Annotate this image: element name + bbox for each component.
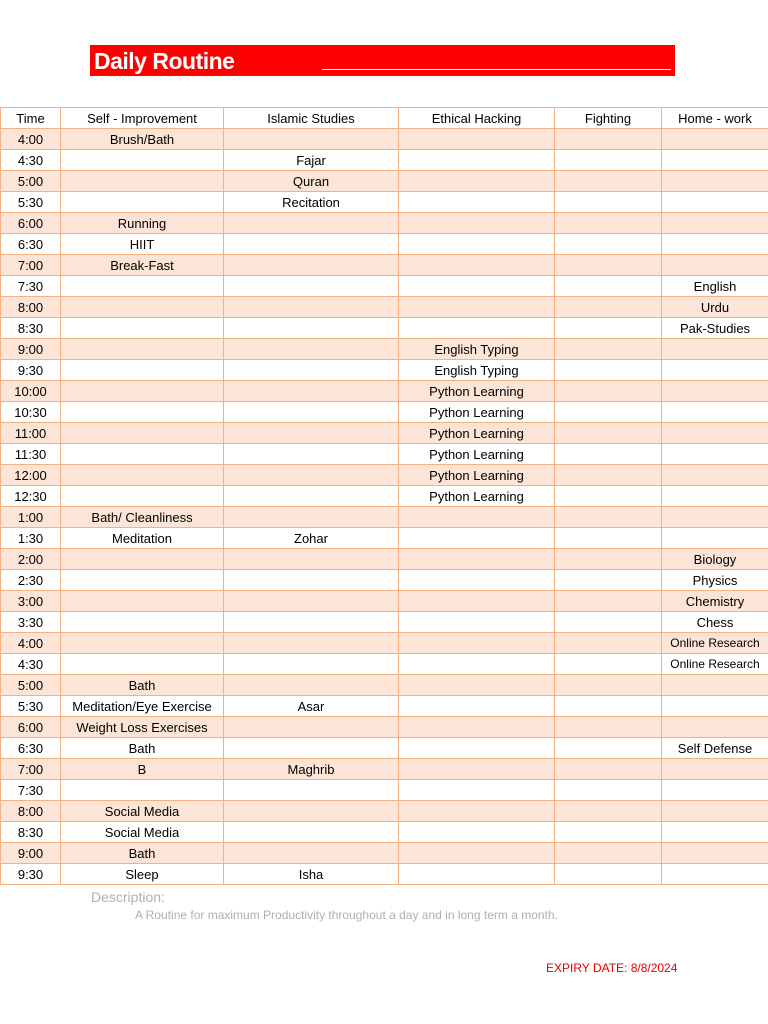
islamic-studies-cell: Quran — [224, 171, 399, 192]
home-work-cell — [662, 381, 768, 402]
self-improvement-cell — [61, 318, 224, 339]
home-work-cell — [662, 402, 768, 423]
table-row — [1, 255, 768, 276]
fighting-cell — [555, 843, 662, 864]
self-improvement-cell — [61, 381, 224, 402]
home-work-cell: Self Defense — [662, 738, 768, 759]
fighting-cell — [555, 528, 662, 549]
fighting-cell — [555, 444, 662, 465]
table-row — [1, 192, 768, 213]
fighting-cell — [555, 675, 662, 696]
fighting-cell — [555, 801, 662, 822]
time-cell: 11:30 — [1, 444, 61, 465]
time-cell: 8:30 — [1, 318, 61, 339]
time-cell: 5:00 — [1, 171, 61, 192]
fighting-cell — [555, 360, 662, 381]
table-row — [1, 486, 768, 507]
home-work-cell — [662, 696, 768, 717]
time-cell: 7:30 — [1, 276, 61, 297]
time-cell: 9:00 — [1, 843, 61, 864]
islamic-studies-cell — [224, 654, 399, 675]
time-cell: 5:00 — [1, 675, 61, 696]
time-cell: 1:00 — [1, 507, 61, 528]
ethical-hacking-cell — [399, 129, 555, 150]
fighting-cell — [555, 423, 662, 444]
islamic-studies-cell — [224, 549, 399, 570]
ethical-hacking-cell — [399, 738, 555, 759]
fighting-cell — [555, 696, 662, 717]
self-improvement-cell — [61, 360, 224, 381]
fighting-cell — [555, 297, 662, 318]
time-cell: 8:00 — [1, 297, 61, 318]
header-ethical-hacking: Ethical Hacking — [399, 108, 555, 129]
home-work-cell — [662, 360, 768, 381]
islamic-studies-cell — [224, 318, 399, 339]
fighting-cell — [555, 654, 662, 675]
fighting-cell — [555, 549, 662, 570]
islamic-studies-cell — [224, 486, 399, 507]
ethical-hacking-cell — [399, 717, 555, 738]
time-cell: 4:30 — [1, 150, 61, 171]
self-improvement-cell: Bath — [61, 738, 224, 759]
self-improvement-cell: HIIT — [61, 234, 224, 255]
fighting-cell — [555, 486, 662, 507]
table-row — [1, 612, 768, 633]
home-work-cell — [662, 864, 768, 885]
islamic-studies-cell — [224, 255, 399, 276]
home-work-cell — [662, 213, 768, 234]
table-row — [1, 213, 768, 234]
fighting-cell — [555, 738, 662, 759]
time-cell: 11:00 — [1, 423, 61, 444]
time-cell: 6:00 — [1, 717, 61, 738]
page-title: Daily Routine — [94, 48, 235, 74]
fighting-cell — [555, 612, 662, 633]
fighting-cell — [555, 213, 662, 234]
time-cell: 8:00 — [1, 801, 61, 822]
islamic-studies-cell: Maghrib — [224, 759, 399, 780]
islamic-studies-cell — [224, 381, 399, 402]
time-cell: 4:00 — [1, 633, 61, 654]
self-improvement-cell: Social Media — [61, 801, 224, 822]
table-row — [1, 465, 768, 486]
self-improvement-cell: Bath/ Cleanliness — [61, 507, 224, 528]
table-row — [1, 717, 768, 738]
fighting-cell — [555, 822, 662, 843]
self-improvement-cell — [61, 654, 224, 675]
fighting-cell — [555, 465, 662, 486]
islamic-studies-cell — [224, 738, 399, 759]
header-home-work: Home - work — [662, 108, 768, 129]
table-row — [1, 528, 768, 549]
self-improvement-cell — [61, 780, 224, 801]
self-improvement-cell — [61, 297, 224, 318]
islamic-studies-cell — [224, 591, 399, 612]
time-cell: 3:30 — [1, 612, 61, 633]
time-cell: 6:30 — [1, 738, 61, 759]
self-improvement-cell: B — [61, 759, 224, 780]
home-work-cell — [662, 780, 768, 801]
islamic-studies-cell — [224, 822, 399, 843]
fighting-cell — [555, 864, 662, 885]
self-improvement-cell — [61, 570, 224, 591]
time-cell: 9:00 — [1, 339, 61, 360]
table-row — [1, 696, 768, 717]
ethical-hacking-cell — [399, 150, 555, 171]
fighting-cell — [555, 570, 662, 591]
self-improvement-cell — [61, 192, 224, 213]
islamic-studies-cell — [224, 444, 399, 465]
islamic-studies-cell — [224, 234, 399, 255]
table-row — [1, 423, 768, 444]
islamic-studies-cell — [224, 276, 399, 297]
table-row — [1, 276, 768, 297]
home-work-cell: Urdu — [662, 297, 768, 318]
home-work-cell: English — [662, 276, 768, 297]
table-row — [1, 318, 768, 339]
fighting-cell — [555, 276, 662, 297]
fighting-cell — [555, 591, 662, 612]
table-row — [1, 150, 768, 171]
ethical-hacking-cell — [399, 255, 555, 276]
home-work-cell: Physics — [662, 570, 768, 591]
fighting-cell — [555, 192, 662, 213]
time-cell: 6:00 — [1, 213, 61, 234]
time-cell: 12:00 — [1, 465, 61, 486]
self-improvement-cell — [61, 591, 224, 612]
header-fighting: Fighting — [555, 108, 662, 129]
self-improvement-cell: Meditation/Eye Exercise — [61, 696, 224, 717]
routine-table — [0, 107, 768, 885]
home-work-cell: Pak-Studies — [662, 318, 768, 339]
table-row — [1, 801, 768, 822]
time-cell: 4:30 — [1, 654, 61, 675]
ethical-hacking-cell: English Typing — [399, 360, 555, 381]
home-work-cell: Online Research — [662, 633, 768, 654]
time-cell: 9:30 — [1, 360, 61, 381]
ethical-hacking-cell: Python Learning — [399, 486, 555, 507]
fighting-cell — [555, 759, 662, 780]
home-work-cell — [662, 528, 768, 549]
time-cell: 2:30 — [1, 570, 61, 591]
table-row — [1, 633, 768, 654]
table-row — [1, 780, 768, 801]
ethical-hacking-cell — [399, 654, 555, 675]
self-improvement-cell: Brush/Bath — [61, 129, 224, 150]
home-work-cell — [662, 507, 768, 528]
islamic-studies-cell — [224, 801, 399, 822]
table-row — [1, 549, 768, 570]
ethical-hacking-cell — [399, 213, 555, 234]
self-improvement-cell: Sleep — [61, 864, 224, 885]
self-improvement-cell: Weight Loss Exercises — [61, 717, 224, 738]
description-label: Description: — [91, 889, 165, 905]
ethical-hacking-cell — [399, 570, 555, 591]
table-row — [1, 339, 768, 360]
fighting-cell — [555, 507, 662, 528]
self-improvement-cell: Bath — [61, 675, 224, 696]
description-text: A Routine for maximum Productivity throughout a day and in long term a month. — [135, 908, 558, 922]
islamic-studies-cell — [224, 402, 399, 423]
table-row — [1, 360, 768, 381]
table-row — [1, 591, 768, 612]
islamic-studies-cell — [224, 360, 399, 381]
expiry-date: EXPIRY DATE: 8/8/2024 — [546, 961, 678, 975]
islamic-studies-cell — [224, 129, 399, 150]
ethical-hacking-cell — [399, 612, 555, 633]
table-row — [1, 738, 768, 759]
table-row — [1, 843, 768, 864]
ethical-hacking-cell — [399, 276, 555, 297]
ethical-hacking-cell — [399, 675, 555, 696]
time-cell: 7:00 — [1, 255, 61, 276]
islamic-studies-cell: Zohar — [224, 528, 399, 549]
fighting-cell — [555, 255, 662, 276]
ethical-hacking-cell — [399, 507, 555, 528]
self-improvement-cell: Running — [61, 213, 224, 234]
islamic-studies-cell — [224, 780, 399, 801]
header-self-improvement: Self - Improvement — [61, 108, 224, 129]
home-work-cell — [662, 675, 768, 696]
home-work-cell: Chemistry — [662, 591, 768, 612]
self-improvement-cell — [61, 402, 224, 423]
home-work-cell — [662, 339, 768, 360]
ethical-hacking-cell: English Typing — [399, 339, 555, 360]
header-time: Time — [1, 108, 61, 129]
home-work-cell — [662, 465, 768, 486]
fighting-cell — [555, 171, 662, 192]
self-improvement-cell: Bath — [61, 843, 224, 864]
islamic-studies-cell — [224, 507, 399, 528]
title-underline — [322, 69, 671, 70]
home-work-cell — [662, 129, 768, 150]
self-improvement-cell: Meditation — [61, 528, 224, 549]
self-improvement-cell — [61, 549, 224, 570]
table-row — [1, 444, 768, 465]
time-cell: 4:00 — [1, 129, 61, 150]
self-improvement-cell — [61, 444, 224, 465]
islamic-studies-cell — [224, 213, 399, 234]
time-cell: 1:30 — [1, 528, 61, 549]
islamic-studies-cell — [224, 339, 399, 360]
fighting-cell — [555, 780, 662, 801]
ethical-hacking-cell: Python Learning — [399, 381, 555, 402]
self-improvement-cell: Break-Fast — [61, 255, 224, 276]
time-cell: 12:30 — [1, 486, 61, 507]
self-improvement-cell — [61, 465, 224, 486]
self-improvement-cell — [61, 423, 224, 444]
home-work-cell — [662, 759, 768, 780]
table-row — [1, 381, 768, 402]
home-work-cell: Online Research — [662, 654, 768, 675]
home-work-cell — [662, 192, 768, 213]
islamic-studies-cell — [224, 297, 399, 318]
islamic-studies-cell: Asar — [224, 696, 399, 717]
fighting-cell — [555, 633, 662, 654]
table-row — [1, 402, 768, 423]
time-cell: 7:30 — [1, 780, 61, 801]
ethical-hacking-cell — [399, 801, 555, 822]
table-row — [1, 234, 768, 255]
self-improvement-cell — [61, 276, 224, 297]
home-work-cell — [662, 717, 768, 738]
islamic-studies-cell: Recitation — [224, 192, 399, 213]
islamic-studies-cell — [224, 465, 399, 486]
fighting-cell — [555, 129, 662, 150]
self-improvement-cell — [61, 612, 224, 633]
ethical-hacking-cell — [399, 192, 555, 213]
home-work-cell: Biology — [662, 549, 768, 570]
ethical-hacking-cell — [399, 234, 555, 255]
ethical-hacking-cell: Python Learning — [399, 402, 555, 423]
time-cell: 7:00 — [1, 759, 61, 780]
home-work-cell — [662, 801, 768, 822]
fighting-cell — [555, 318, 662, 339]
home-work-cell — [662, 255, 768, 276]
ethical-hacking-cell — [399, 591, 555, 612]
table-row — [1, 864, 768, 885]
time-cell: 10:30 — [1, 402, 61, 423]
fighting-cell — [555, 234, 662, 255]
islamic-studies-cell — [224, 843, 399, 864]
table-row — [1, 570, 768, 591]
home-work-cell — [662, 423, 768, 444]
routine-body — [1, 129, 768, 885]
fighting-cell — [555, 402, 662, 423]
islamic-studies-cell: Fajar — [224, 150, 399, 171]
self-improvement-cell — [61, 171, 224, 192]
fighting-cell — [555, 339, 662, 360]
time-cell: 2:00 — [1, 549, 61, 570]
self-improvement-cell — [61, 486, 224, 507]
title-bar — [90, 45, 675, 76]
table-row — [1, 507, 768, 528]
time-cell: 5:30 — [1, 696, 61, 717]
home-work-cell — [662, 150, 768, 171]
islamic-studies-cell — [224, 570, 399, 591]
islamic-studies-cell — [224, 633, 399, 654]
home-work-cell — [662, 486, 768, 507]
time-cell: 6:30 — [1, 234, 61, 255]
ethical-hacking-cell — [399, 297, 555, 318]
islamic-studies-cell — [224, 717, 399, 738]
fighting-cell — [555, 150, 662, 171]
table-row — [1, 822, 768, 843]
self-improvement-cell — [61, 339, 224, 360]
fighting-cell — [555, 717, 662, 738]
islamic-studies-cell — [224, 423, 399, 444]
table-row — [1, 675, 768, 696]
self-improvement-cell: Social Media — [61, 822, 224, 843]
ethical-hacking-cell — [399, 528, 555, 549]
ethical-hacking-cell — [399, 318, 555, 339]
time-cell: 9:30 — [1, 864, 61, 885]
time-cell: 8:30 — [1, 822, 61, 843]
ethical-hacking-cell — [399, 633, 555, 654]
ethical-hacking-cell — [399, 759, 555, 780]
ethical-hacking-cell — [399, 822, 555, 843]
home-work-cell: Chess — [662, 612, 768, 633]
islamic-studies-cell — [224, 675, 399, 696]
ethical-hacking-cell — [399, 864, 555, 885]
ethical-hacking-cell — [399, 171, 555, 192]
home-work-cell — [662, 171, 768, 192]
ethical-hacking-cell: Python Learning — [399, 423, 555, 444]
header-islamic-studies: Islamic Studies — [224, 108, 399, 129]
header-row — [1, 108, 768, 129]
self-improvement-cell — [61, 150, 224, 171]
time-cell: 10:00 — [1, 381, 61, 402]
home-work-cell — [662, 234, 768, 255]
table-row — [1, 129, 768, 150]
self-improvement-cell — [61, 633, 224, 654]
home-work-cell — [662, 843, 768, 864]
islamic-studies-cell: Isha — [224, 864, 399, 885]
home-work-cell — [662, 822, 768, 843]
time-cell: 5:30 — [1, 192, 61, 213]
ethical-hacking-cell: Python Learning — [399, 444, 555, 465]
ethical-hacking-cell — [399, 696, 555, 717]
islamic-studies-cell — [224, 612, 399, 633]
table-row — [1, 171, 768, 192]
table-row — [1, 654, 768, 675]
ethical-hacking-cell: Python Learning — [399, 465, 555, 486]
table-row — [1, 297, 768, 318]
ethical-hacking-cell — [399, 843, 555, 864]
ethical-hacking-cell — [399, 549, 555, 570]
home-work-cell — [662, 444, 768, 465]
ethical-hacking-cell — [399, 780, 555, 801]
time-cell: 3:00 — [1, 591, 61, 612]
table-row — [1, 759, 768, 780]
fighting-cell — [555, 381, 662, 402]
